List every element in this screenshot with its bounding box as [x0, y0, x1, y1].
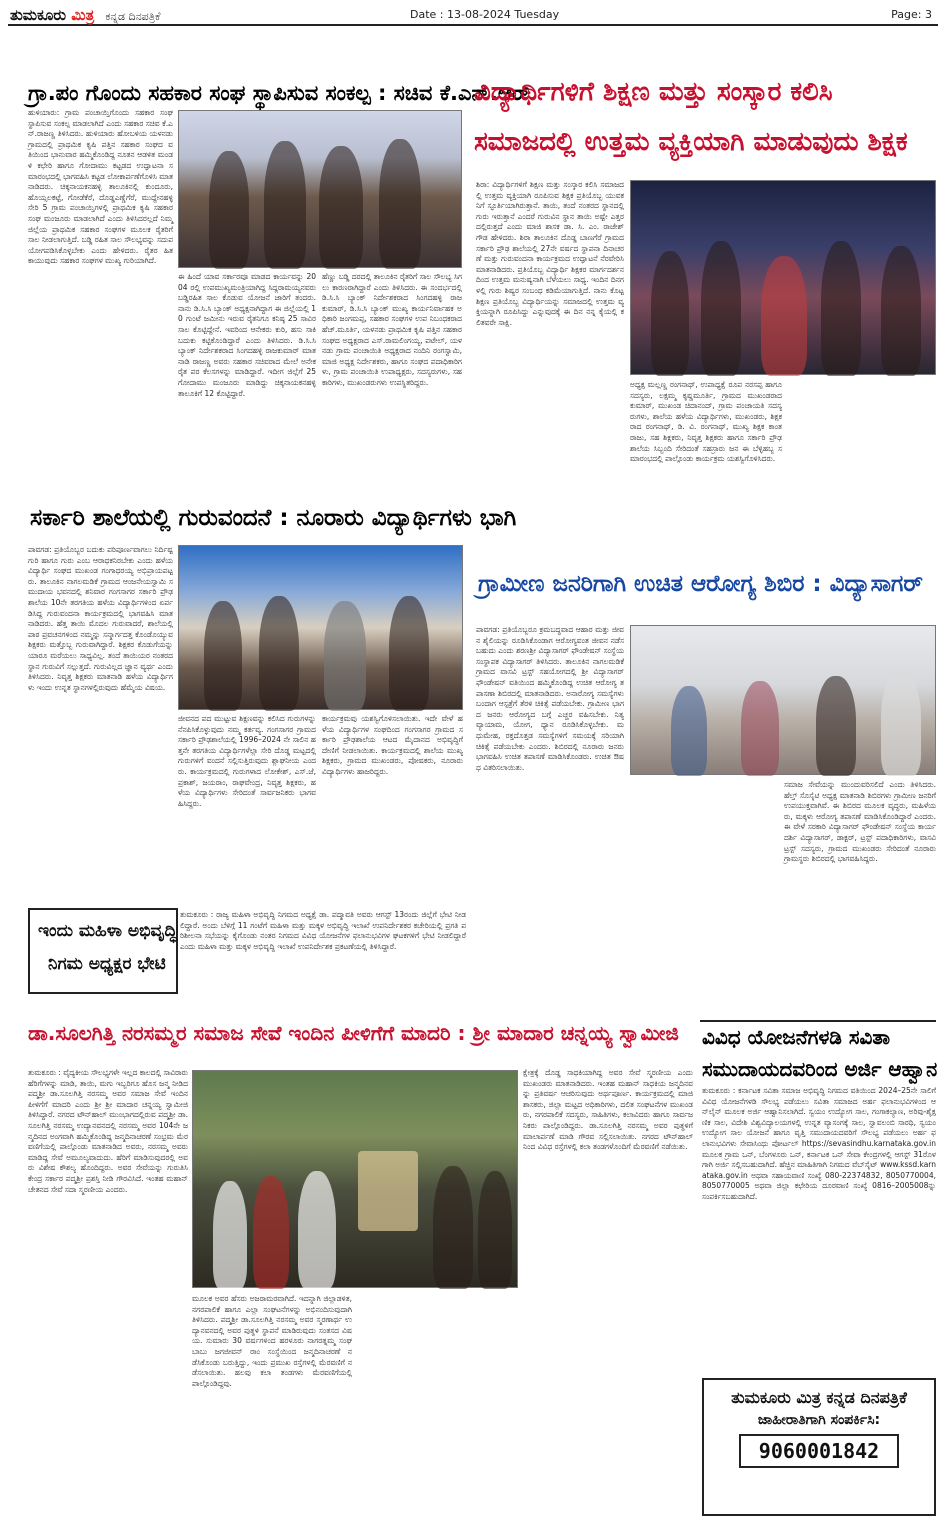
article6-col3: ಕ್ಷೇತ್ರಕ್ಕೆ ದೊಡ್ಡ ಸಾಧಕಿಯಾಗಿದ್ದ ಅವರ ಸೇವೆ ಸ್ಮರಣೀಯ ಎಂದು ಮುಖಂಡರು ಮಾತನಾಡಿದರು. ಇಂತಹ ಮಹಾನ್ ಸಾಧಕಿಯ ಜನ್ಮದಿನವನ್ನು ಪ್ರತಿವರ್ಷ ಆಚರಿಸುವುದು ಅರ್ಥಪೂರ್ಣ. ಕಾರ್ಯಕ್ರಮದಲ್ಲಿ ಮಾಜಿ ಶಾಸಕರು, ಜಿಲ್ಲಾ ಮಟ್ಟದ ಅಧಿಕಾರಿಗಳು, ದಲಿತ ಸಂಘಟನೆಗಳ ಮುಖಂಡರು, ನಗರಪಾಲಿಕೆ ಸದಸ್ಯರು, ಸಾಹಿತಿಗಳು, ಕಲಾವಿದರು ಹಾಗೂ ಸಾರ್ವಜನಿಕರು ಪಾಲ್ಗೊಂಡಿದ್ದರು. ಡಾ.ಸೂಲಗಿತ್ತಿ ನರಸಮ್ಮ ಅವರ ಪುತ್ಥಳಿಗೆ ಮಾಲಾರ್ಪಣೆ ಮಾಡಿ ಗೌರವ ಸಲ್ಲಿಸಲಾಯಿತು. ನಗರದ ಟೌನ್‌ಹಾಲ್ ನಿಂದ ವಿವಿಧ ರಸ್ತೆಗಳಲ್ಲಿ ಕಲಾ ತಂಡಗಳೊಂದಿಗೆ ಮೆರವಣಿಗೆ ನಡೆಯಿತು. — [523, 1068, 693, 1152]
article4-col1: ಪಾವಗಡ: ಪ್ರತಿಯೊಬ್ಬರೂ ಕ್ರಮಬದ್ಧವಾದ ಆಹಾರ ಮತ್ತು ಜೀವನ ಶೈಲಿಯನ್ನು ರೂಡಿಸಿಕೊಂಡಾಗ ಆರೋಗ್ಯವಂತ ಜೀವನ ನಡೆಸಬಹುದು ಎಂದು ಶರಣಶ್ರೀ ವಿದ್ಯಾಸಾಗರ್ ಫೌಂಡೇಷನ್ ಸಂಸ್ಥೆಯ ಸಂಸ್ಥಾಪಕ ವಿದ್ಯಾಸಾಗರ್ ತಿಳಿಸಿದರು. ತಾಲೂಕಿನ ನಾಗಲಮಡಿಕೆ ಗ್ರಾಮದ ವಾಸವಿ ಟ್ರಸ್ಟ್ ಸಹಯೋಗದಲ್ಲಿ ಶ್ರೀ ವಿದ್ಯಾಸಾಗರ್ ಫೌಂಡೇಷನ್ ವತಿಯಿಂದ ಹಮ್ಮಿಕೊಂಡಿದ್ದ ಉಚಿತ ಆರೋಗ್ಯ ತಪಾಸಣಾ ಶಿಬಿರದಲ್ಲಿ ಮಾತನಾಡಿದರು. ಅನಾರೋಗ್ಯ ಸಮಸ್ಯೆಗಳು ಬಂದಾಗ ಆಸ್ಪತ್ರೆಗೆ ತೆರಳಿ ಚಿಕಿತ್ಸೆ ಪಡೆಯಬೇಕು. ಗ್ರಾಮೀಣ ಭಾಗದ ಜನರು ಆರೋಗ್ಯದ ಬಗ್ಗೆ ಎಚ್ಚರ ವಹಿಸಬೇಕು. ನಿತ್ಯ ವ್ಯಾಯಾಮ, ಯೋಗ, ಧ್ಯಾನ ರೂಡಿಸಿಕೊಳ್ಳಬೇಕು. ಮಧುಮೇಹ, ರಕ್ತದೊತ್ತಡ ಸಮಸ್ಯೆಗಳಿಗೆ ಸಮಯಕ್ಕೆ ಸರಿಯಾಗಿ ಚಿಕಿತ್ಸೆ ಪಡೆಯಬೇಕು ಎಂದರು. ಶಿಬಿರದಲ್ಲಿ ನೂರಾರು ಜನರು ಭಾಗವಹಿಸಿ ಉಚಿತ ತಪಾಸಣೆ ಮಾಡಿಸಿಕೊಂಡರು. ಉಚಿತ ಔಷಧ ವಿತರಿಸಲಾಯಿತು. — [476, 625, 624, 772]
article7-top-rule — [700, 1020, 936, 1022]
article1-photo — [178, 110, 462, 268]
article6-col2b — [358, 1294, 518, 1516]
article1-col2: ಈ ಹಿಂದೆ ಯಾವ ಸರ್ಕಾರವೂ ಮಾಡದ ಕಾರ್ಯವನ್ನು 2004 ರಲ್ಲಿ ಉಪಮುಖ್ಯಮಂತ್ರಿಯಾಗಿದ್ದ ಸಿದ್ದರಾಮಯ್ಯನವರು ಬಡ್ಡಿರಹಿತ ಸಾಲ ಕೊಡುವ ಯೋಜನೆ ಜಾರಿಗೆ ತಂದರು. ನಾನು ಡಿ.ಸಿ.ಸಿ ಬ್ಯಾಂಕ್ ಅಧ್ಯಕ್ಷನಾಗಿದ್ದಾಗ ಈ ಜಿಲ್ಲೆಯಲ್ಲಿ 10 ಗುಂಟೆ ಜಮೀನು ಇರುವ ರೈತನಿಗೂ ಕನಿಷ್ಠ 25 ಸಾವಿರ ಸಾಲ ಕೊಟ್ಟಿದ್ದೇನೆ. ಇವರಿಂದ ಆನೇಕರು ಕುರಿ, ಹಸು ಸಾಕಿ ಬದುಕು ಕಟ್ಟಿಕೊಂಡಿದ್ದಾರೆ ಎಂದು ತಿಳಿಸಿದರು. ಡಿ.ಸಿ.ಸಿ ಬ್ಯಾಂಕ್ ನಿರ್ದೇಶಕರಾದ ಸಿಂಗದಹಳ್ಳಿ ರಾಜಕುಮಾರ್ ಮಾತನಾಡಿ ರಾಜಣ್ಣ ಅವರು ಸಹಕಾರ ಸಚಿವರಾದ ಮೇಲೆ ಅನೇಕ ರೈತ ಪರ ಕೆಲಸಗಳನ್ನು ಮಾಡಿದ್ದಾರೆ. ಇದೀಗ ಜಿಲ್ಲೆಗೆ 25 ಗೋದಾಮು ಮಂಜೂರು ಮಾಡಿದ್ದು ಚಿಕ್ಕನಾಯಕನಹಳ್ಳಿ ತಾಲೂಕಿಗೆ 12 ಕೊಟ್ಟಿದ್ದಾರೆ. — [178, 272, 316, 398]
article4-col2 — [630, 780, 778, 980]
article2-col2: ಅಧ್ಯಕ್ಷ ಮಲ್ಲಣ್ಣ ರಂಗನಾಥ್, ಉಪಾಧ್ಯಕ್ಷೆ ರೂಪ ನರಸಪ್ಪ ಹಾಗೂ ಸದಸ್ಯರು, ಲಕ್ಷಮ್ಮ ಕೃಷ್ಣಮೂರ್ತಿ, ಗ್ರಾಮದ ಮುಖಂಡರಾದ ಕುಮಾರ್, ಮುಖಂಡ ಚಿದಾನಂದ್, ಗ್ರಾಮ ಪಂಚಾಯತಿ ಸದಸ್ಯರುಗಳು, ಶಾಲೆಯ ಹಳೆಯ ವಿದ್ಯಾರ್ಥಿಗಳು, ಮುಖಂಡರು, ಶಿಕ್ಷಕರಾದ ರಂಗನಾಥ್, ಡಿ. ವಿ. ರಂಗನಾಥ್, ಮುಖ್ಯ ಶಿಕ್ಷಕ ಕಾಂತರಾಜು, ಸಹ ಶಿಕ್ಷಕರು, ನಿವೃತ್ತ ಶಿಕ್ಷಕರು ಹಾಗೂ ಸರ್ಕಾರಿ ಪ್ರೌಢಶಾಲೆಯ ಸಿಬ್ಬಂದಿ ಸೇರಿದಂತೆ ಸಹಸ್ರಾರು ಜನ ಈ ಬೆಳ್ಳಿಹಬ್ಬ ಸಮಾರಂಭದಲ್ಲಿ ಪಾಲ್ಗೊಂಡು ಕಾರ್ಯಕ್ರಮ ಯಶಸ್ವಿಗೊಳಿಸಿದರು. — [630, 380, 782, 464]
article1-headline: ಗ್ರಾ.ಪಂ ಗೊಂದು ಸಹಕಾರ ಸಂಘ ಸ್ಥಾಪಿಸುವ ಸಂಕಲ್ಪ : ಸಚಿವ ಕೆ.ಎನ್.ಆರ್ — [28, 81, 530, 105]
article3-col1: ಪಾವಗಡ: ಪ್ರತಿಯೊಬ್ಬರ ಬದುಕು ಪರಿಪೂರ್ಣವಾಗಲು ನಿರ್ದಿಷ್ಟ ಗುರಿ ಹಾಗೂ ಗುರು ಎಂಬ ಆರಾಧಕನಿರಬೇಕು ಎಂದು ಹಳೆಯ ವಿದ್ಯಾರ್ಥಿ ಸಂಘದ ಮುಖಂಡ ಗಂಗಾಧರಯ್ಯ ಅಭಿಪ್ರಾಯಪಟ್ಟರು. ತಾಲೂಕಿನ ನಾಗಲಮಡಿಕೆ ಗ್ರಾಮದ ಆಂಜನೇಯಸ್ವಾಮಿ ಸಮುದಾಯ ಭವನದಲ್ಲಿ ಶನಿವಾರ ಗಂಗಸಾಗರ ಸರ್ಕಾರಿ ಪ್ರೌಢಶಾಲೆಯ 10ನೇ ತರಗತಿಯ ಹಳೆಯ ವಿದ್ಯಾರ್ಥಿಗಳಿಂದ ಏರ್ಪಡಿಸಿದ್ದ ಗುರುವಂದನಾ ಕಾರ್ಯಕ್ರಮದಲ್ಲಿ ಭಾಗವಹಿಸಿ ಮಾತನಾಡಿದರು. ಹೆತ್ತ ತಾಯಿ ಮೊದಲ ಗುರುವಾದರೆ, ಶಾಲೆಯಲ್ಲಿ ಪಾಠ ಪ್ರವಚನಗಳಿಂದ ನಮ್ಮನ್ನು ಸನ್ಮಾರ್ಗದತ್ತ ಕೊಂಡೊಯ್ಯುವ ಶಿಕ್ಷಕರು ಮತ್ತೊಬ್ಬ ಗುರುವಾಗಿದ್ದಾರೆ. ಶಿಕ್ಷಕರ ಕೊಡುಗೆಯನ್ನು ಯಾರೂ ಮರೆಯಲು ಸಾಧ್ಯವಿಲ್ಲ. ತಂದೆ ತಾಯಿಯರ ನಂತರದ ಸ್ಥಾನ ಗುರುವಿಗೆ ಸಲ್ಲುತ್ತದೆ. ಗುರುವಿಲ್ಲದ ಜ್ಞಾನ ವ್ಯರ್ಥ ಎಂದು ತಿಳಿಸಿದರು. ನಿವೃತ್ತ ಶಿಕ್ಷಕರು ಮಾತನಾಡಿ ಹಳೆಯ ವಿದ್ಯಾರ್ಥಿಗಳು ಇಂದು ಉನ್ನತ ಸ್ಥಾನಗಳಲ್ಲಿರುವುದು ಹೆಮ್ಮೆಯ ವಿಷಯ. — [28, 545, 173, 692]
article5-body: ತುಮಕೂರು : ರಾಜ್ಯ ಮಹಿಳಾ ಅಭಿವೃದ್ಧಿ ನಿಗಮದ ಅಧ್ಯಕ್ಷೆ ಡಾ. ಪದ್ಮಾವತಿ ಅವರು ಆಗಸ್ಟ್ 13ರಂದು ಜಿಲ್ಲೆಗೆ ಭೇಟಿ ನೀಡಲಿದ್ದಾರೆ. ಅಂದು ಬೆಳಿಗ್ಗೆ 11 ಗಂಟೆಗೆ ಮಹಿಳಾ ಮತ್ತು ಮಕ್ಕಳ ಅಭಿವೃದ್ಧಿ ಇಲಾಖೆ ಉಪನಿರ್ದೇಶಕರ ಕಚೇರಿಯಲ್ಲಿ ಪ್ರಗತಿ ಪರಿಶೀಲನಾ ಸಭೆಯನ್ನು ಕೈಗೊಂಡು ನಂತರ ನಿಗಮದ ವಿವಿಧ ಯೋಜನೆಗಳ ಫಲಾನುಭವಿಗಳ ಘಟಕಗಳಿಗೆ ಭೇಟಿ ನೀಡಲಿದ್ದಾರೆ ಎಂದು ಮಹಿಳಾ ಮತ್ತು ಮಕ್ಕಳ ಅಭಿವೃದ್ಧಿ ಇಲಾಖೆ ಉಪನಿರ್ದೇಶಕ ಪ್ರಕಟಣೆಯಲ್ಲಿ ತಿಳಿಸಿದ್ದಾರೆ. — [180, 910, 466, 951]
article3-headline: ಸರ್ಕಾರಿ ಶಾಲೆಯಲ್ಲಿ ಗುರುವಂದನೆ : ನೂರಾರು ವಿದ್ಯಾರ್ಥಿಗಳು ಭಾಗಿ — [30, 505, 517, 531]
masthead — [8, 4, 938, 26]
ad-contact-label: ಜಾಹೀರಾತಿಗಾಗಿ ಸಂಪರ್ಕಿಸಿ: — [757, 1412, 881, 1428]
article2-col2b — [788, 380, 936, 548]
article4-col2b: ಸಮಾಜ ಸೇವೆಯನ್ನು ಮುಂದುವರಿಸಲಿದೆ ಎಂದು ತಿಳಿಸಿದರು. ಹೆಲ್ತ್ ಸೊಸೈಟಿ ಅಧ್ಯಕ್ಷ ಮಾತನಾಡಿ ಶಿಬಿರಗಳು ಗ್ರಾಮೀಣ ಜನರಿಗೆ ಉಪಯುಕ್ತವಾಗಿವೆ. ಈ ಶಿಬಿರದ ಮೂಲಕ ವೃದ್ಧರು, ಮಹಿಳೆಯರು, ಮಕ್ಕಳು ಆರೋಗ್ಯ ತಪಾಸಣೆ ಮಾಡಿಸಿಕೊಂಡಿದ್ದಾರೆ ಎಂದರು. ಈ ವೇಳೆ ಸರಕಾರಿ ವಿದ್ಯಾಸಾಗರ್ ಫೌಂಡೇಷನ್ ಸಂಸ್ಥೆಯ ಕಾರ್ಯದರ್ಶಿ ವಿದ್ಯಾಸಾಗರ್, ಡಾಕ್ಟರ್, ಟ್ರಸ್ಟ್ ಪದಾಧಿಕಾರಿಗಳು, ವಾಸವಿ ಟ್ರಸ್ಟ್ ಸದಸ್ಯರು, ಗ್ರಾಮದ ಮುಖಂಡರು ಸೇರಿದಂತೆ ನೂರಾರು ಗ್ರಾಮಸ್ಥರು ಶಿಬಿರದಲ್ಲಿ ಭಾಗವಹಿಸಿದ್ದರು. — [784, 780, 936, 864]
article4-headline: ಗ್ರಾಮೀಣ ಜನರಿಗಾಗಿ ಉಚಿತ ಆರೋಗ್ಯ ಶಿಬಿರ : ವಿದ್ಯಾಸಾಗರ್ — [478, 571, 923, 597]
article2-col1: ಶಿರಾ: ವಿದ್ಯಾರ್ಥಿಗಳಿಗೆ ಶಿಕ್ಷಣ ಮತ್ತು ಸಂಸ್ಕಾರ ಕಲಿಸಿ ಸಮಾಜದಲ್ಲಿ ಉತ್ತಮ ವ್ಯಕ್ತಿಯಾಗಿ ರೂಪಿಸುವ ಶಿಕ್ಷಕ ಪ್ರತಿಯೊಬ್ಬ ಯುವಕನಿಗೆ ಸ್ಫೂರ್ತಿಯಾಗಿರುತ್ತಾನೆ. ತಾಯಿ, ತಂದೆ ನಂತರದ ಸ್ಥಾನದಲ್ಲಿ ಗುರು ಇರುತ್ತಾನೆ ಎಂದರೆ ಗುರುವಿನ ಸ್ಥಾನ ತಾಯಿ ಅಷ್ಟೇ ಎತ್ತರದಲ್ಲಿರುತ್ತದೆ ಎಂದು ಮಾಜಿ ಶಾಸಕ ಡಾ. ಸಿ. ಎಂ. ರಾಜೇಶ್ ಗೌಡ ಹೇಳಿದರು. ಶಿರಾ ತಾಲೂಕಿನ ದೊಡ್ಡ ಬಾಣಗೆರೆ ಗ್ರಾಮದ ಸರ್ಕಾರಿ ಪ್ರೌಢ ಶಾಲೆಯಲ್ಲಿ 27ನೇ ವರ್ಷದ ಸ್ಥಾಪನಾ ದಿನಾಚರಣೆ ಮತ್ತು ಗುರುವಂದನಾ ಕಾರ್ಯಕ್ರಮದ ಉದ್ಘಾಟನೆ ನೆರವೇರಿಸಿ ಮಾತನಾಡಿದರು. ಪ್ರತಿಯೊಬ್ಬ ವಿದ್ಯಾರ್ಥಿ ಶಿಕ್ಷಕರ ಮಾರ್ಗದರ್ಶನದಿಂದ ಉತ್ತಮ ಮನುಷ್ಯನಾಗಿ ಬೆಳೆಯಲು ಸಾಧ್ಯ. ಇಂದಿನ ದಿನಗಳಲ್ಲಿ ಗುರು ಶಿಷ್ಯರ ಸಂಬಂಧ ಕಡಿಮೆಯಾಗುತ್ತಿದೆ. ನಾನು ಕೊಟ್ಟ ಶಿಕ್ಷಣ ಪ್ರತಿಯೊಬ್ಬ ವಿದ್ಯಾರ್ಥಿಯನ್ನು ಸಮಾಜದಲ್ಲಿ ಉತ್ತಮ ವ್ಯಕ್ತಿಯನ್ನಾಗಿ ರೂಪಿಸಿದ್ದು ಎನ್ನುವುದಕ್ಕೆ ಈ ದಿನ ನನ್ನ ಕೈಯಲ್ಲಿ ಕಲಿತವರೇ ಸಾಕ್ಷಿ. — [476, 180, 624, 327]
issue-date: Date : 13-08-2024 Tuesday — [410, 8, 560, 21]
page-number: Page: 3 — [891, 8, 932, 21]
article6-headline: ಡಾ.ಸೂಲಗಿತ್ತಿ ನರಸಮ್ಮರ ಸಮಾಜ ಸೇವೆ ಇಂದಿನ ಪೀಳಿಗೆಗೆ ಮಾದರಿ : ಶ್ರೀ ಮಾದಾರ ಚನ್ನಯ್ಯ ಸ್ವಾಮೀಜಿ — [28, 1021, 679, 1045]
logo-part-b: ಮಿತ್ರ — [71, 6, 95, 24]
article1-col3: ಹೆಣ್ಣು ಬಡ್ಡಿ ದರದಲ್ಲಿ ತಾಲೂಕಿನ ರೈತರಿಗೆ ಸಾಲ ಸೌಲಭ್ಯ ಸಿಗಲು ಕಾರಣರಾಗಿದ್ದಾರೆ ಎಂದು ತಿಳಿಸಿದರು. ಈ ಸಂದರ್ಭದಲ್ಲಿ ಡಿ.ಸಿ.ಸಿ ಬ್ಯಾಂಕ್ ನಿರ್ದೇಶಕರಾದ ಸಿಂಗದಹಳ್ಳಿ ರಾಜಕುಮಾರ್, ಡಿ.ಸಿ.ಸಿ ಬ್ಯಾಂಕ್ ಮುಖ್ಯ ಕಾರ್ಯನಿರ್ವಾಹಕ ಅಧಿಕಾರಿ ಜಂಗಮಪ್ಪ, ಸಹಕಾರ ಸಂಘಗಳ ಉಪ ನಿಬಂಧಕರಾದ ಹೆಚ್.ಮೂರ್ತಿ, ಯಳನಡು ಪ್ರಾಥಮಿಕ ಕೃಷಿ ಪತ್ತಿನ ಸಹಕಾರ ಸಂಘದ ಅಧ್ಯಕ್ಷರಾದ ಎಸ್.ರಾಮಲಿಂಗಯ್ಯ, ಪಟೇಲ್, ಯಳನಡು ಗ್ರಾಮ ಪಂಚಾಯಿತಿ ಅಧ್ಯಕ್ಷರಾದ ನಂದಿನಿ ರಂಗಸ್ವಾಮಿ, ಮಾಜಿ ಅಧ್ಯಕ್ಷ ನಿರ್ದೇಶಕರು, ಹಾಗೂ ಸಂಘದ ಪದಾಧಿಕಾರಿಗಳು, ಗ್ರಾಮ ಪಂಚಾಯಿತಿ ಉಪಾಧ್ಯಕ್ಷರು, ಸದಸ್ಯರುಗಳು, ಸಹಕಾರಿಗಳು, ಮುಖಂಡರುಗಳು ಉಪಸ್ಥಿತರಿದ್ದರು. — [322, 272, 462, 387]
article7-headline-line2: ಸಮುದಾಯದವರಿಂದ ಅರ್ಜಿ ಆಹ್ವಾನ — [702, 1057, 938, 1081]
article6-col2: ಮೂಲಕ ಅವರ ಹೆಸರು ಅಜರಾಮರವಾಗಿದೆ. ಇದನ್ನಾಗಿ ಜಿಲ್ಲಾಡಳಿತ, ನಗರಪಾಲಿಕೆ ಹಾಗೂ ಎಲ್ಲಾ ಸಂಘಟನೆಗಳನ್ನು ಅಭಿನಂದಿಸುವುದಾಗಿ ತಿಳಿಸಿದರು. ಪದ್ಮಶ್ರೀ ಡಾ.ಸೂಲಗಿತ್ತಿ ನರಸಮ್ಮ ಅವರ ಸ್ಮರಣಾರ್ಥ ಉದ್ಯಾನವನದಲ್ಲಿ ಅವರ ಪುತ್ಥಳಿ ಸ್ಥಾಪನೆ ಮಾಡಿರುವುದು ಸಂತಸದ ವಿಷಯ. ಸುಮಾರು 30 ವರ್ಷಗಳಿಂದ ಹರಳೂರು ನಾಗರತ್ನಮ್ಮ ಸಂಘ ಬಾಬು ಜಗಜೀವನ್ ರಾಂ ಸಂಸ್ಥೆಯಿಂದ ಜನ್ಮದಿನಾಚರಣೆ ನಡೆಸಿಕೊಂಡು ಬರುತ್ತಿದ್ದು, ಇಂದು ಪ್ರಮುಖ ರಸ್ತೆಗಳಲ್ಲಿ ಮೆರವಣಿಗೆ ನಡೆಸಲಾಯಿತು. ಹಲವು ಕಲಾ ತಂಡಗಳು ಮೆರವಣಿಗೆಯಲ್ಲಿ ಪಾಲ್ಗೊಂಡಿದ್ದವು. — [192, 1294, 352, 1388]
article5-headline-box — [28, 908, 178, 994]
article2-photo — [630, 180, 936, 375]
newspaper-logo — [10, 6, 160, 24]
article3-photo — [178, 545, 463, 710]
logo-part-a: ತುಮಕೂರು — [10, 6, 67, 24]
article3-col3: ಕಾರ್ಯಕ್ರಮವು ಯಶಸ್ವಿಗೊಳಿಸಲಾಯಿತು. ಇದೇ ವೇಳೆ ಹಳೆಯ ವಿದ್ಯಾರ್ಥಿಗಳ ಸಂಘದಿಂದ ಗಂಗಸಾಗರ ಗ್ರಾಮದ ಸರ್ಕಾರಿ ಪ್ರೌಢಶಾಲೆಯ ಆಟದ ಮೈದಾನದ ಅಭಿವೃದ್ಧಿಗೆ ದೇಣಿಗೆ ನೀಡಲಾಯಿತು. ಕಾರ್ಯಕ್ರಮದಲ್ಲಿ ಶಾಲೆಯ ಮುಖ್ಯ ಶಿಕ್ಷಕರು, ಗ್ರಾಮದ ಮುಖಂಡರು, ಪೋಷಕರು, ನೂರಾರು ವಿದ್ಯಾರ್ಥಿಗಳು ಹಾಜರಿದ್ದರು. — [322, 714, 463, 776]
article5-headline-line2: ನಿಗಮ ಅಧ್ಯಕ್ಷರ ಭೇಟಿ — [48, 953, 166, 974]
article7-body: ತುಮಕೂರು : ಕರ್ನಾಟಕ ಸವಿತಾ ಸಮಾಜ ಅಭಿವೃದ್ಧಿ ನಿಗಮದ ವತಿಯಿಂದ 2024–25ನೇ ಸಾಲಿಗೆ ವಿವಿಧ ಯೋಜನೆಗಳಡಿ ಸೌಲಭ್ಯ ಪಡೆಯಲು ಸವಿತಾ ಸಮಾಜದ ಅರ್ಹ ಫಲಾನುಭವಿಗಳಿಂದ ಆನ್‌ಲೈನ್ ಮೂಲಕ ಅರ್ಜಿ ಆಹ್ವಾನಿಸಲಾಗಿದೆ. ಸ್ವಯಂ ಉದ್ಯೋಗ ಸಾಲ, ಗಂಗಾಕಲ್ಯಾಣ, ಅರಿವು-ಶೈಕ್ಷಣಿಕ ಸಾಲ, ವಿದೇಶಿ ವಿಶ್ವವಿದ್ಯಾಲಯಗಳಲ್ಲಿ ಉನ್ನತ ವ್ಯಾಸಂಗಕ್ಕೆ ಸಾಲ, ಸ್ವಾವಲಂಬಿ ಸಾರಥಿ, ಸ್ವಯಂ ಉದ್ಯೋಗ ಸಾಲ ಯೋಜನೆ ಹಾಗೂ ವೃತ್ತಿ ಸಮುದಾಯದವರಿಗೆ ಸೌಲಭ್ಯ ಪಡೆಯಲು ಅರ್ಹ ಫಲಾನುಭವಿಗಳು ಸೇವಾಸಿಂಧು ಪೋರ್ಟಲ್ https://sevasindhu.karnataka.gov.in ಮೂಲಕ ಗ್ರಾಮ ಒನ್, ಬೆಂಗಳೂರು ಒನ್, ಕರ್ನಾಟಕ ಒನ್ ಸೇವಾ ಕೇಂದ್ರಗಳಲ್ಲಿ ಆಗಸ್ಟ್ 31ರೊಳಗಾಗಿ ಅರ್ಜಿ ಸಲ್ಲಿಸಬಹುದಾಗಿದೆ. ಹೆಚ್ಚಿನ ಮಾಹಿತಿಗಾಗಿ ನಿಗಮದ ವೆಬ್‌ಸೈಟ್ www.kssd.karnataka.gov.in ಅಥವಾ ಸಹಾಯವಾಣಿ ಸಂಖ್ಯೆ 080-22374832, 8050770004, 8050770005 ಅಥವಾ ಜಿಲ್ಲಾ ಕಛೇರಿಯ ದೂರವಾಣಿ ಸಂಖ್ಯೆ 0816–2005008ನ್ನು ಸಂಪರ್ಕಿಸಬಹುದಾಗಿದೆ. — [702, 1086, 936, 1201]
article2-headline-line1: ವಿದ್ಯಾರ್ಥಿಗಳಿಗೆ ಶಿಕ್ಷಣ ಮತ್ತು ಸಂಸ್ಕಾರ ಕಲಿಸಿ — [474, 77, 833, 107]
article2-headline-line2: ಸಮಾಜದಲ್ಲಿ ಉತ್ತಮ ವ್ಯಕ್ತಿಯಾಗಿ ಮಾಡುವುದು ಶಿಕ್ಷಕ — [474, 127, 908, 157]
article1-col1: ಹುಳಿಯಾರು: ಗ್ರಾಮ ಪಂಚಾಯ್ತಿಗೊಂದು ಸಹಕಾರ ಸಂಘ ಸ್ಥಾಪಿಸುವ ಸಂಕಲ್ಪ ಮಾಡಲಾಗಿದೆ ಎಂದು ಸಹಕಾರ ಸಚಿವ ಕೆ.ಎನ್.ರಾಜಣ್ಣ ತಿಳಿಸಿದರು. ಹುಳಿಯಾರು ಹೋಬಳಿಯ ಯಳನಡು ಗ್ರಾಮದಲ್ಲಿ ಪ್ರಾಥಮಿಕ ಕೃಷಿ ಪತ್ತಿನ ಸಹಕಾರ ಸಂಘದ ವತಿಯಿಂದ ಭಾನುವಾರ ಹಮ್ಮಿಕೊಂಡಿದ್ದ ನೂತನ ಆಡಳಿತ ಮಂಡಳಿ ಕಛೇರಿ ಹಾಗೂ ಗೋದಾಮು ಕಟ್ಟಡದ ಉದ್ಘಾಟನಾ ಸಮಾರಂಭದಲ್ಲಿ ಭಾಗವಹಿಸಿ ಕಟ್ಟಡ ಲೋಕಾರ್ಪಣೆಗೊಳಿಸಿ ಮಾತನಾಡಿದರು. ಚಿಕ್ಕನಾಯಕನಹಳ್ಳಿ ತಾಲೂಕಿನಲ್ಲಿ ಕುಂದೂರು, ಹೊಯ್ಸಲಕಟ್ಟೆ, ಗೋಡೆಕೆರೆ, ದೊಡ್ಡಎಣ್ಣೆಗೆರೆ, ಮುದ್ದೇನಹಳ್ಳಿ ಸೇರಿ 5 ಗ್ರಾಮ ಪಂಚಾಯ್ತಿಗಳಲ್ಲಿ ಪ್ರಾಥಮಿಕ ಕೃಷಿ ಸಹಕಾರ ಸಂಘ ಮಂಜೂರು ಮಾಡಲಾಗಿದೆ ಎಂದು ತಿಳಿಸಿದರಲ್ಲದೆ ನಿಮ್ಮ ಜಿಲ್ಲೆಯ ಪ್ರಾಥಮಿಕ ಸಹಕಾರ ಸಂಘಗಳ ಮೂಲಕ ರೈತರಿಗೆ ಸಾಲ ನೀಡಲಾಗುತ್ತಿದೆ. ಬಡ್ಡಿ ರಹಿತ ಸಾಲ ಸೌಲಭ್ಯವನ್ನು ಸದುಪಯೋಗಪಡಿಸಿಕೊಳ್ಳಬೇಕು ಎಂದು ಹೇಳಿದರು. ರೈತರ ಹಿತ ಕಾಯುವುದು ಸಹಕಾರ ಸಂಘಗಳ ಮುಖ್ಯ ಗುರಿಯಾಗಿದೆ. — [28, 108, 173, 266]
newspaper-subtitle: ಕನ್ನಡ ದಿನಪತ್ರಿಕೆ — [105, 10, 161, 23]
article4-photo — [630, 625, 936, 775]
advertisement-box — [702, 1378, 936, 1516]
ad-phone-number: 9060001842 — [739, 1434, 899, 1468]
article7-headline-line1: ವಿವಿಧ ಯೋಜನೆಗಳಡಿ ಸವಿತಾ — [702, 1025, 891, 1049]
article6-col1: ತುಮಕೂರು : ವೈದ್ಯಕೀಯ ಸೌಲಭ್ಯಗಳೇ ಇಲ್ಲದ ಕಾಲದಲ್ಲಿ ಸಾವಿರಾರು ಹೆರಿಗೆಗಳನ್ನು ಮಾಡಿ, ತಾಯಿ, ಮಗು ಇಬ್ಬರಿಗೂ ಹೊಸ ಜನ್ಮ ನೀಡಿದ ಪದ್ಮಶ್ರೀ ಡಾ.ಸೂಲಗಿತ್ತಿ ನರಸಮ್ಮ ಅವರ ಸಮಾಜ ಸೇವೆ ಇಂದಿನ ಪೀಳಿಗೆಗೆ ಮಾದರಿ ಎಂದು ಶ್ರೀ ಶ್ರೀ ಮಾದಾರ ಚನ್ನಯ್ಯ ಸ್ವಾಮೀಜಿ ತಿಳಿಸಿದ್ದಾರೆ. ನಗರದ ಟೌನ್‌ಹಾಲ್ ಮುಂಭಾಗದಲ್ಲಿರುವ ಪದ್ಮಶ್ರೀ ಡಾ.ಸೂಲಗಿತ್ತಿ ನರಸಮ್ಮ ಉದ್ಯಾನವನದಲ್ಲಿ ನರಸಮ್ಮ ಅವರ 104ನೇ ಜನ್ಮದಿನದ ಅಂಗವಾಗಿ ಹಮ್ಮಿಕೊಂಡಿದ್ದ ಜನ್ಮದಿನಾಚರಣೆ ಸಂಭ್ರಮ ಮೆರವಣಿಗೆಯಲ್ಲಿ ಪಾಲ್ಗೊಂಡು ಮಾತನಾಡಿದ ಅವರು, ನರಸಮ್ಮ ಅವರು ಮಾಡಿದ್ದ ಸೇವೆ ಅಮೂಲ್ಯವಾದುದು. ಹೆರಿಗೆ ಮಾಡಿಸುವುದರಲ್ಲಿ ಅವರು ವಿಶೇಷ ಕೌಶಲ್ಯ ಹೊಂದಿದ್ದರು. ಅವರ ಸೇವೆಯನ್ನು ಗುರುತಿಸಿ ಕೇಂದ್ರ ಸರ್ಕಾರ ಪದ್ಮಶ್ರೀ ಪ್ರಶಸ್ತಿ ನೀಡಿ ಗೌರವಿಸಿದೆ. ಇಂತಹ ಮಹಾನ್ ಚೇತನದ ಸೇವೆ ಸದಾ ಸ್ಮರಣೀಯ ಎಂದರು. — [28, 1068, 188, 1194]
article6-photo — [192, 1070, 518, 1288]
article3-col2: ಜೀವನದ ಪದ ಮುಟ್ಟುವ ಶಿಕ್ಷಣವನ್ನು ಕಲಿಸಿದ ಗುರುಗಳನ್ನು ನೆನಪಿಸಿಕೊಳ್ಳುವುದು ನಮ್ಮ ಕರ್ತವ್ಯ. ಗಂಗಸಾಗರ ಗ್ರಾಮದ ಸರ್ಕಾರಿ ಪ್ರೌಢಶಾಲೆಯಲ್ಲಿ 1996–2024 ನೇ ಸಾಲಿನ ಹತ್ತನೇ ತರಗತಿಯ ವಿದ್ಯಾರ್ಥಿಗಳೆಲ್ಲಾ ಸೇರಿ ದೊಡ್ಡ ಮಟ್ಟದಲ್ಲಿ ಗುರುಗಳಿಗೆ ವಂದನೆ ಸಲ್ಲಿಸುತ್ತಿರುವುದು ಶ್ಲಾಘನೀಯ ಎಂದರು. ಕಾರ್ಯಕ್ರಮದಲ್ಲಿ ಗುರುಗಳಾದ ಲೋಕೇಶ್, ಎಸ್.ಜೆ, ಪ್ರಕಾಶ್, ಜಯರಾಂ, ರಾಘವೇಂದ್ರ, ನಿವೃತ್ತ ಶಿಕ್ಷಕರು, ಹಳೆಯ ವಿದ್ಯಾರ್ಥಿಗಳು ಸೇರಿದಂತೆ ಸಾರ್ವಜನಿಕರು ಭಾಗವಹಿಸಿದ್ದರು. — [178, 714, 316, 808]
ad-newspaper-name: ತುಮಕೂರು ಮಿತ್ರ ಕನ್ನಡ ದಿನಪತ್ರಿಕೆ — [731, 1388, 907, 1407]
article5-headline-line1: ಇಂದು ಮಹಿಳಾ ಅಭಿವೃದ್ಧಿ — [38, 921, 177, 941]
